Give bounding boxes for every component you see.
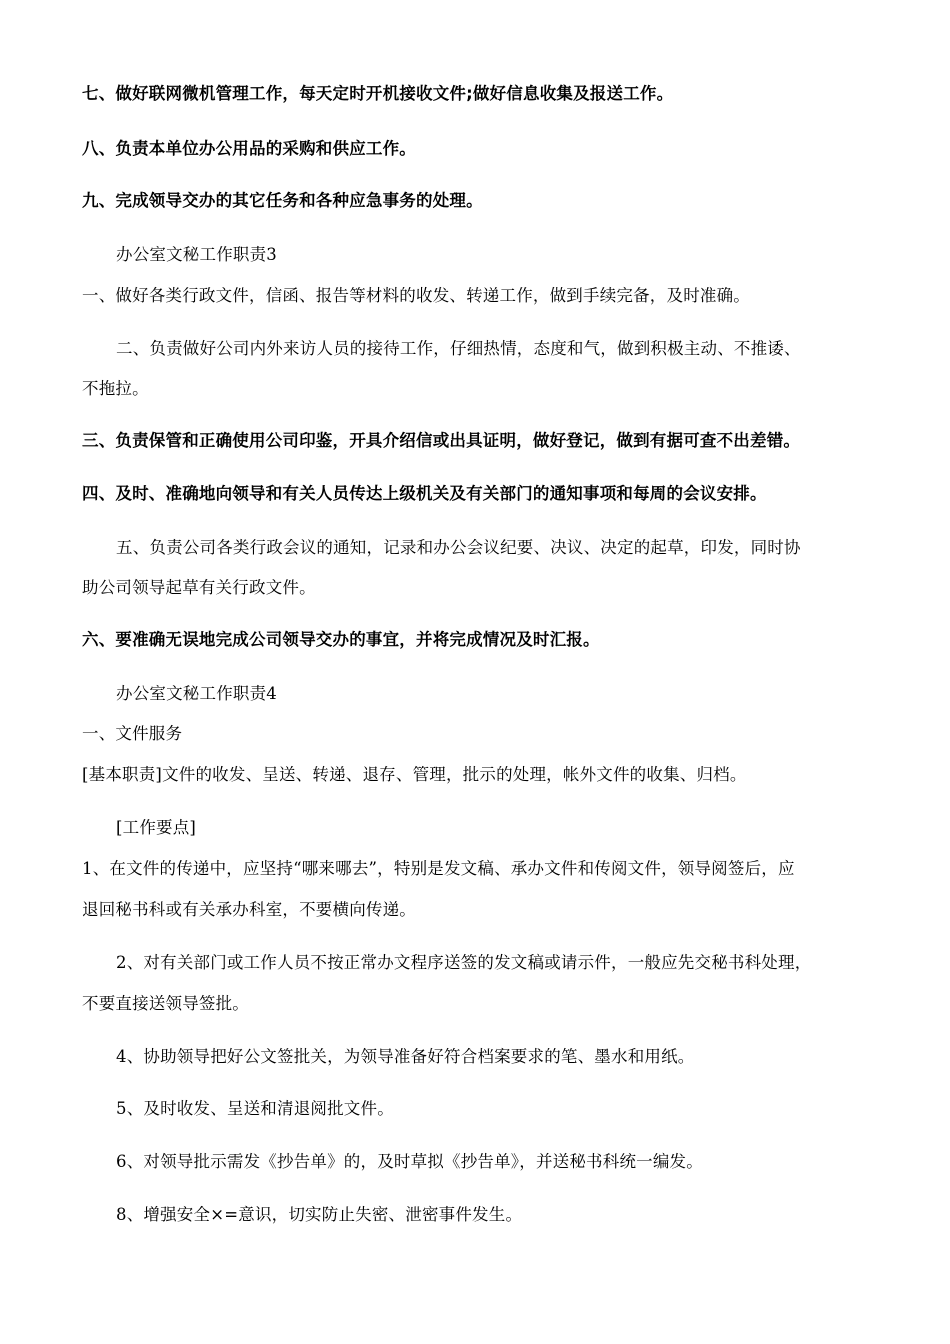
file-service-heading: 一、文件服务 [82,724,183,743]
point-6: 6、对领导批示需发《抄告单》的，及时草拟《抄告单》，并送秘书科统一编发。 [116,1152,703,1171]
point-1-line-1: 1、在文件的传递中，应坚持“哪来哪去”，特别是发文稿、承办文件和传阅文件，领导阅签后，应 [82,859,795,878]
duty-3-item-1: 一、做好各类行政文件，信函、报告等材料的收发、转递工作，做到手续完备，及时准确。 [82,286,750,305]
duty-3-item-3: 三、负责保管和正确使用公司印鉴，开具介绍信或出具证明，做好登记，做到有据可查不出差错。 [82,431,801,450]
point-2-line-2: 不要直接送领导签批。 [82,994,249,1013]
point-2-line-1: 2、对有关部门或工作人员不按正常办文程序送签的发文稿或请示件，一般应先交秘书科处理， [116,953,812,972]
duty-3-item-2-line-2: 不拖拉。 [82,379,149,398]
duty-3-item-5-line-2: 助公司领导起草有关行政文件。 [82,578,316,597]
paragraph-item-9: 九、完成领导交办的其它任务和各种应急事务的处理。 [82,191,483,210]
duty-3-item-6: 六、要准确无误地完成公司领导交办的事宜，并将完成情况及时汇报。 [82,630,600,649]
section-heading-3: 办公室文秘工作职责3 [116,245,277,264]
point-1-line-2: 退回秘书科或有关承办科室，不要横向传递。 [82,900,416,919]
work-points-heading: [工作要点] [116,818,197,837]
duty-3-item-4: 四、及时、准确地向领导和有关人员传达上级机关及有关部门的通知事项和每周的会议安排。 [82,484,767,503]
section-heading-4: 办公室文秘工作职责4 [116,684,277,703]
basic-duties: [基本职责]文件的收发、呈送、转递、退存、管理，批示的处理，帐外文件的收集、归档。 [82,765,747,784]
paragraph-item-8: 八、负责本单位办公用品的采购和供应工作。 [82,139,416,158]
point-8: 8、增强安全×=意识，切实防止失密、泄密事件发生。 [116,1205,523,1224]
duty-3-item-5-line-1: 五、负责公司各类行政会议的通知，记录和办公会议纪要、决议、决定的起草，印发，同时协 [116,538,801,557]
point-4: 4、协助领导把好公文签批关，为领导准备好符合档案要求的笔、墨水和用纸。 [116,1047,695,1066]
point-5: 5、及时收发、呈送和清退阅批文件。 [116,1099,394,1118]
duty-3-item-2-line-1: 二、负责做好公司内外来访人员的接待工作，仔细热情，态度和气，做到积极主动、不推诿、 [116,339,801,358]
paragraph-item-7: 七、做好联网微机管理工作，每天定时开机接收文件;做好信息收集及报送工作。 [82,84,674,103]
